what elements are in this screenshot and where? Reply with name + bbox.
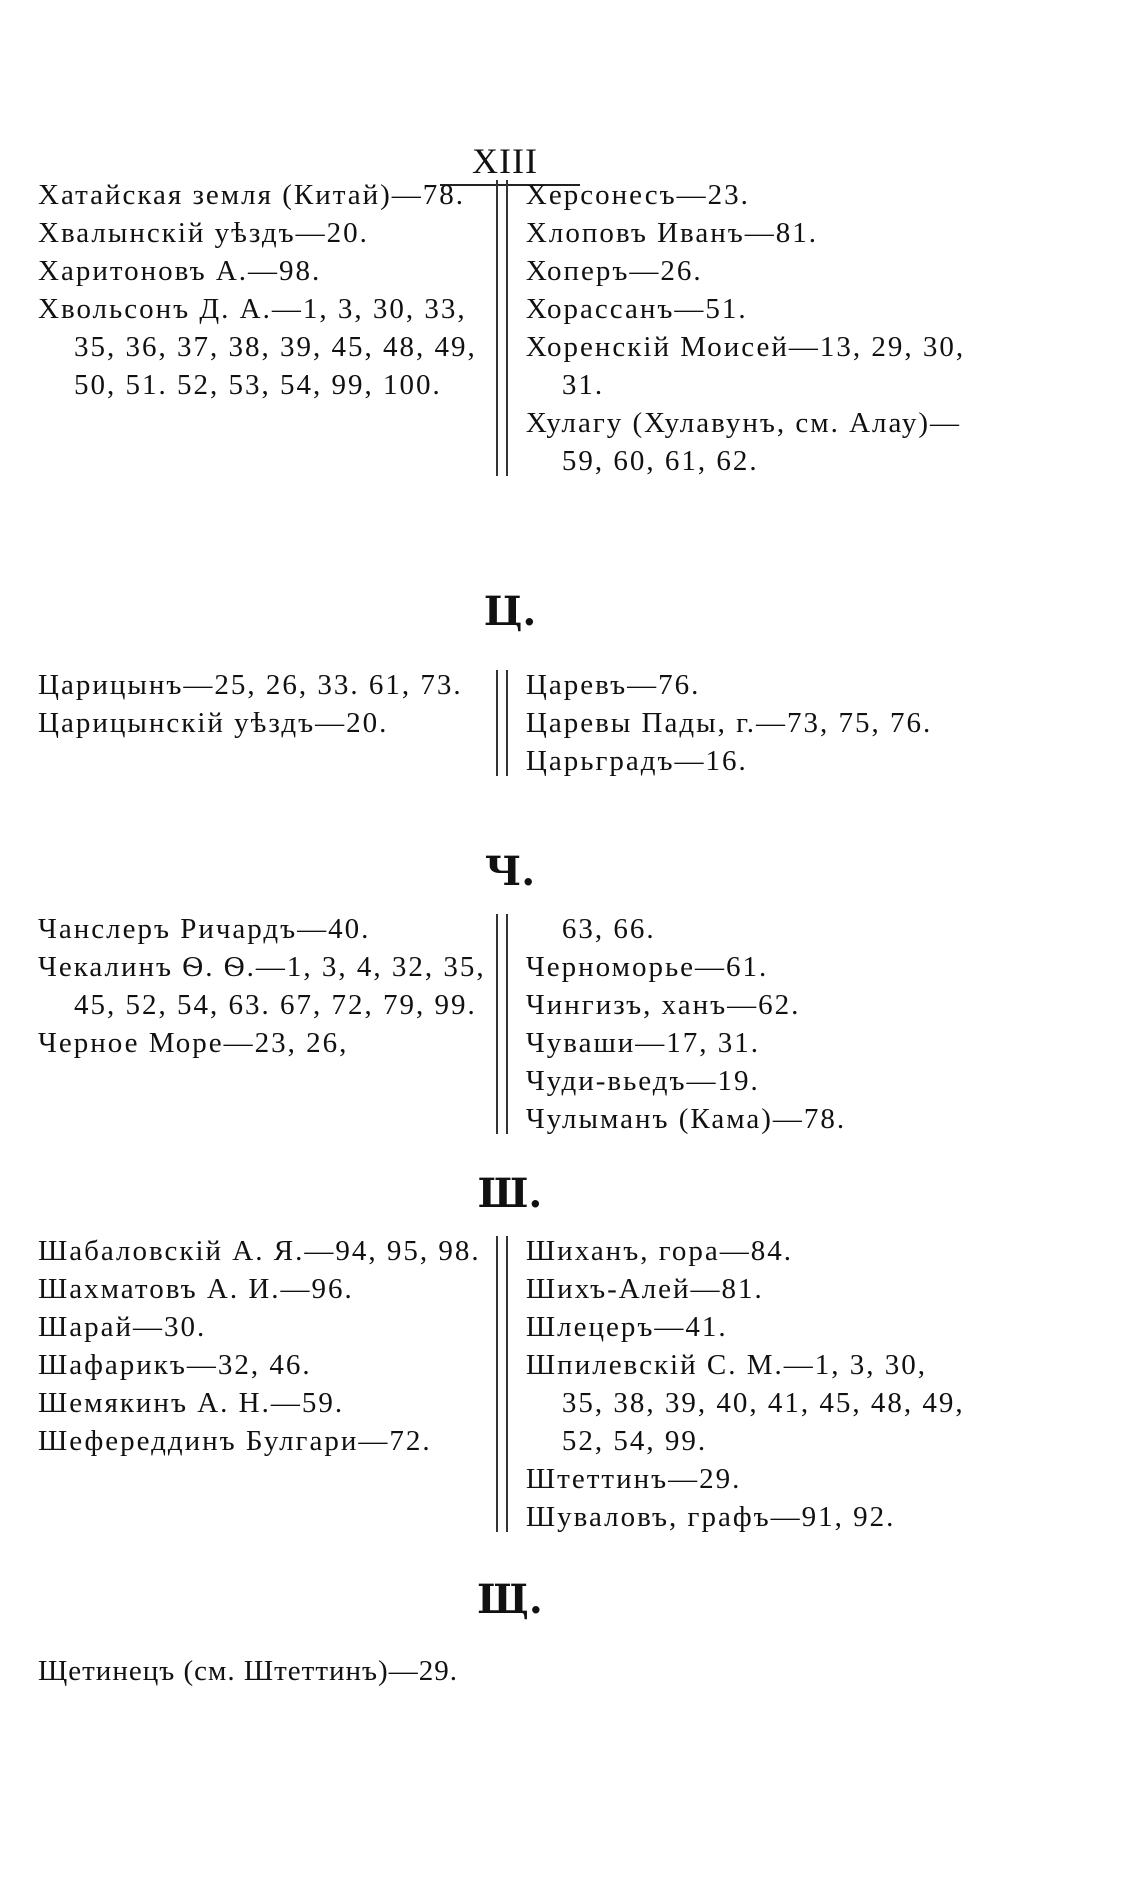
section-ts bbox=[38, 666, 978, 780]
column-right bbox=[508, 910, 978, 1138]
index-entry: Хатайская земля (Китай)—78. bbox=[38, 179, 466, 211]
letter-heading-shch: Щ. bbox=[477, 1576, 543, 1623]
index-entry: Шафарикъ—32, 46. bbox=[38, 1349, 312, 1381]
section-sh bbox=[38, 1232, 978, 1536]
index-entry: Шарай—30. bbox=[38, 1311, 207, 1343]
column-left bbox=[38, 910, 496, 1138]
column-divider bbox=[496, 670, 508, 776]
index-entry: Царьградъ—16. bbox=[525, 745, 748, 777]
letter-heading-sh: Ш. bbox=[477, 1170, 543, 1217]
index-entry: Шиханъ, гора—84. bbox=[525, 1235, 793, 1267]
index-entry: Шемякинъ А. Н.—59. bbox=[38, 1387, 345, 1419]
page-number: XIII bbox=[472, 141, 538, 181]
index-entry: Хулагу (Хулавунъ, см. Алау)—59, 60, 61, 62. bbox=[525, 407, 962, 477]
index-entry: Чулыманъ (Кама)—78. bbox=[525, 1103, 847, 1135]
column-right bbox=[508, 1232, 978, 1536]
index-entry: Черное Море—23, 26, bbox=[38, 1027, 349, 1059]
index-entry: Харитоновъ А.—98. bbox=[38, 255, 322, 287]
index-entry: Шихъ-Алей—81. bbox=[525, 1273, 764, 1305]
index-entry: Хоперъ—26. bbox=[525, 255, 703, 287]
section-kh bbox=[38, 176, 978, 480]
column-left bbox=[38, 1232, 496, 1536]
column-divider bbox=[496, 180, 508, 476]
column-left bbox=[38, 176, 496, 480]
index-entry: Шлецеръ—41. bbox=[525, 1311, 728, 1343]
index-entry: Хвольсонъ Д. А.—1, 3, 30, 33, 35, 36, 37, 38, 39, 45, 48, 49, 50, 51. 52, 53, 54, 99, 100. bbox=[38, 293, 477, 401]
index-entry: Хлоповъ Иванъ—81. bbox=[525, 217, 818, 249]
section-ch bbox=[38, 910, 978, 1138]
letter-heading-ts: Ц. bbox=[483, 588, 537, 635]
index-entry: Щетинецъ (см. Штеттинъ)—29. bbox=[38, 1655, 458, 1687]
index-entry: Шуваловъ, графъ—91, 92. bbox=[525, 1501, 896, 1533]
index-entry: 63, 66. bbox=[561, 913, 656, 945]
index-entry: Шахматовъ А. И.—96. bbox=[38, 1273, 354, 1305]
column-right bbox=[508, 176, 978, 480]
index-entry: Хорассанъ—51. bbox=[525, 293, 748, 325]
index-entry: Черноморье—61. bbox=[525, 951, 769, 983]
column-right bbox=[508, 666, 978, 780]
letter-heading-ch: Ч. bbox=[484, 848, 536, 895]
index-entry: Чуваши—17, 31. bbox=[525, 1027, 761, 1059]
index-entry: Царевъ—76. bbox=[525, 669, 701, 701]
index-entry: Херсонесъ—23. bbox=[525, 179, 750, 211]
index-entry: Хвалынскій уѣздъ—20. bbox=[38, 217, 369, 249]
index-entry: Шефереддинъ Булгари—72. bbox=[38, 1425, 432, 1457]
index-entry: Чекалинъ Ѳ. Ѳ.—1, 3, 4, 32, 35, 45, 52, 54, 63. 67, 72, 79, 99. bbox=[38, 951, 486, 1021]
column-divider bbox=[496, 1236, 508, 1532]
index-entry: Чингизъ, ханъ—62. bbox=[525, 989, 801, 1021]
index-entry: Штеттинъ—29. bbox=[525, 1463, 742, 1495]
index-entry: Царицынскій уѣздъ—20. bbox=[38, 707, 389, 739]
index-entry: Хоренскій Моисей—13, 29, 30, 31. bbox=[525, 331, 966, 401]
column-left bbox=[38, 666, 496, 780]
index-entry: Шпилевскій С. М.—1, 3, 30, 35, 38, 39, 40, 41, 45, 48, 49, 52, 54, 99. bbox=[525, 1349, 965, 1457]
index-entry: Царицынъ—25, 26, 33. 61, 73. bbox=[38, 669, 463, 701]
index-entry: Царевы Пады, г.—73, 75, 76. bbox=[525, 707, 933, 739]
index-entry: Шабаловскій А. Я.—94, 95, 98. bbox=[38, 1235, 481, 1267]
index-entry: Чанслеръ Ричардъ—40. bbox=[38, 913, 371, 945]
column-divider bbox=[496, 914, 508, 1134]
index-entry: Чуди-вьедъ—19. bbox=[525, 1065, 760, 1097]
